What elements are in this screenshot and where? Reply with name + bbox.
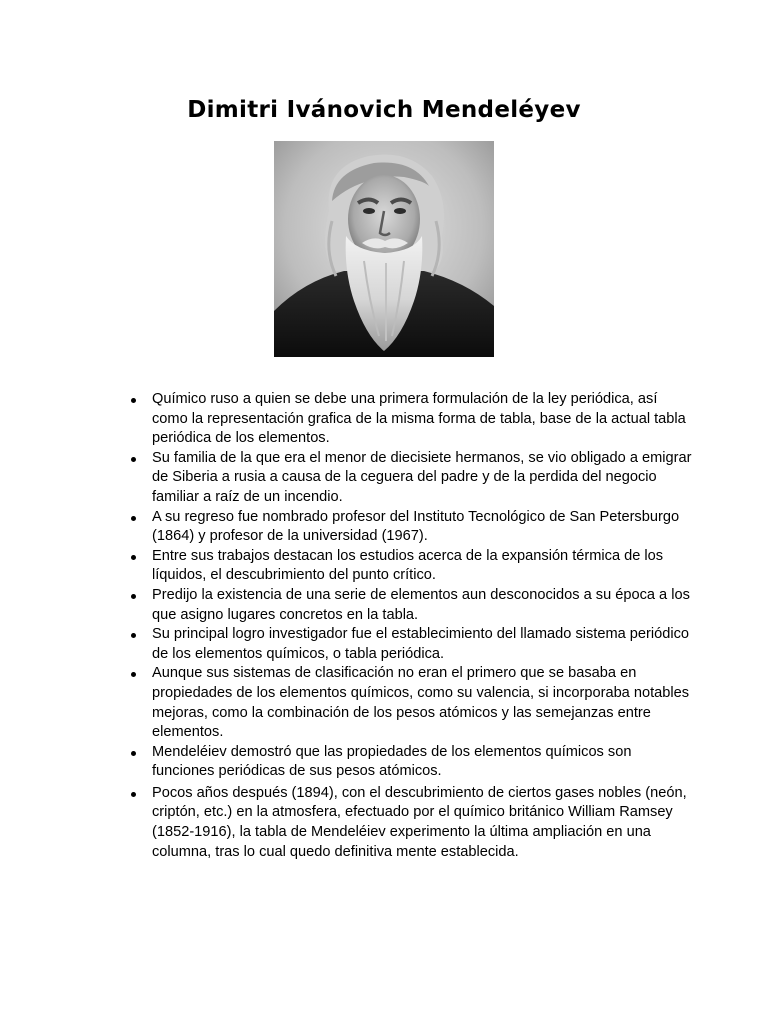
- list-item: [152, 784, 692, 862]
- bullet-icon: [131, 672, 136, 677]
- bullet-icon: [131, 555, 136, 560]
- portrait-image: [274, 141, 494, 357]
- bullet-icon: [131, 516, 136, 521]
- list-item-text: Entre sus trabajos destacan los estudios acerca de la expansión térmica de los líquidos, el descubrimiento del punto crítico.: [152, 547, 664, 584]
- page-title: Dimitri Ivánovich Mendeléyev: [187, 97, 581, 123]
- list-item-text: Pocos años después (1894), con el descubrimiento de ciertos gases nobles (neón, criptón, etc.) en la atmosfera, efectuado por el químico británico William Ramsey (1852-1916), la tabla de Mendeléiev experimento la última ampliación en una columna, tras lo cual quedo definitiva mente establecida.: [152, 784, 687, 860]
- list-item-text: Su principal logro investigador fue el establecimiento del llamado sistema periódico de los elementos químicos, o tabla periódica.: [152, 626, 690, 662]
- list-item-text: Mendeléiev demostró que las propiedades de los elementos químicos son funciones periódicas de sus pesos atómicos.: [152, 743, 632, 780]
- list-item-text: Químico ruso a quien se debe una primera formulación de la ley periódica, así como la representación grafica de la misma forma de tabla, base de la actual tabla periódica de los elementos.: [152, 391, 686, 447]
- list-item: [152, 586, 692, 625]
- bullet-icon: [131, 792, 136, 797]
- list-item: [152, 547, 692, 586]
- bullet-icon: [131, 751, 136, 756]
- list-item-text: Predijo la existencia de una serie de elementos aun desconocidos a su época a los que asigno lugares concretos en la tabla.: [152, 586, 690, 623]
- list-item-text: Su familia de la que era el menor de diecisiete hermanos, se vio obligado a emigrar de Siberia a rusia a causa de la ceguera del padre y de la perdida del negocio familiar a raíz de un incendio.: [152, 449, 692, 505]
- list-item-text: Aunque sus sistemas de clasificación no eran el primero que se basaba en propiedades de los elementos químicos, como su valencia, si incorporaba notables mejoras, como la combinación de los pesos atómicos y las semejanzas entre elementos.: [152, 665, 690, 741]
- list-item: [152, 664, 692, 742]
- bio-bullet-list: [152, 390, 692, 862]
- list-item: [152, 390, 692, 449]
- portrait-photo-icon: [274, 141, 494, 357]
- list-item: [152, 625, 692, 664]
- list-item: [152, 508, 692, 547]
- list-item-text: A su regreso fue nombrado profesor del Instituto Tecnológico de San Petersburgo (1864) y profesor de la universidad (1967).: [152, 508, 680, 545]
- bullet-icon: [131, 398, 136, 403]
- list-item: [152, 743, 692, 782]
- list-item: [152, 449, 692, 508]
- bullet-icon: [131, 457, 136, 462]
- bullet-icon: [131, 633, 136, 638]
- bullet-icon: [131, 594, 136, 599]
